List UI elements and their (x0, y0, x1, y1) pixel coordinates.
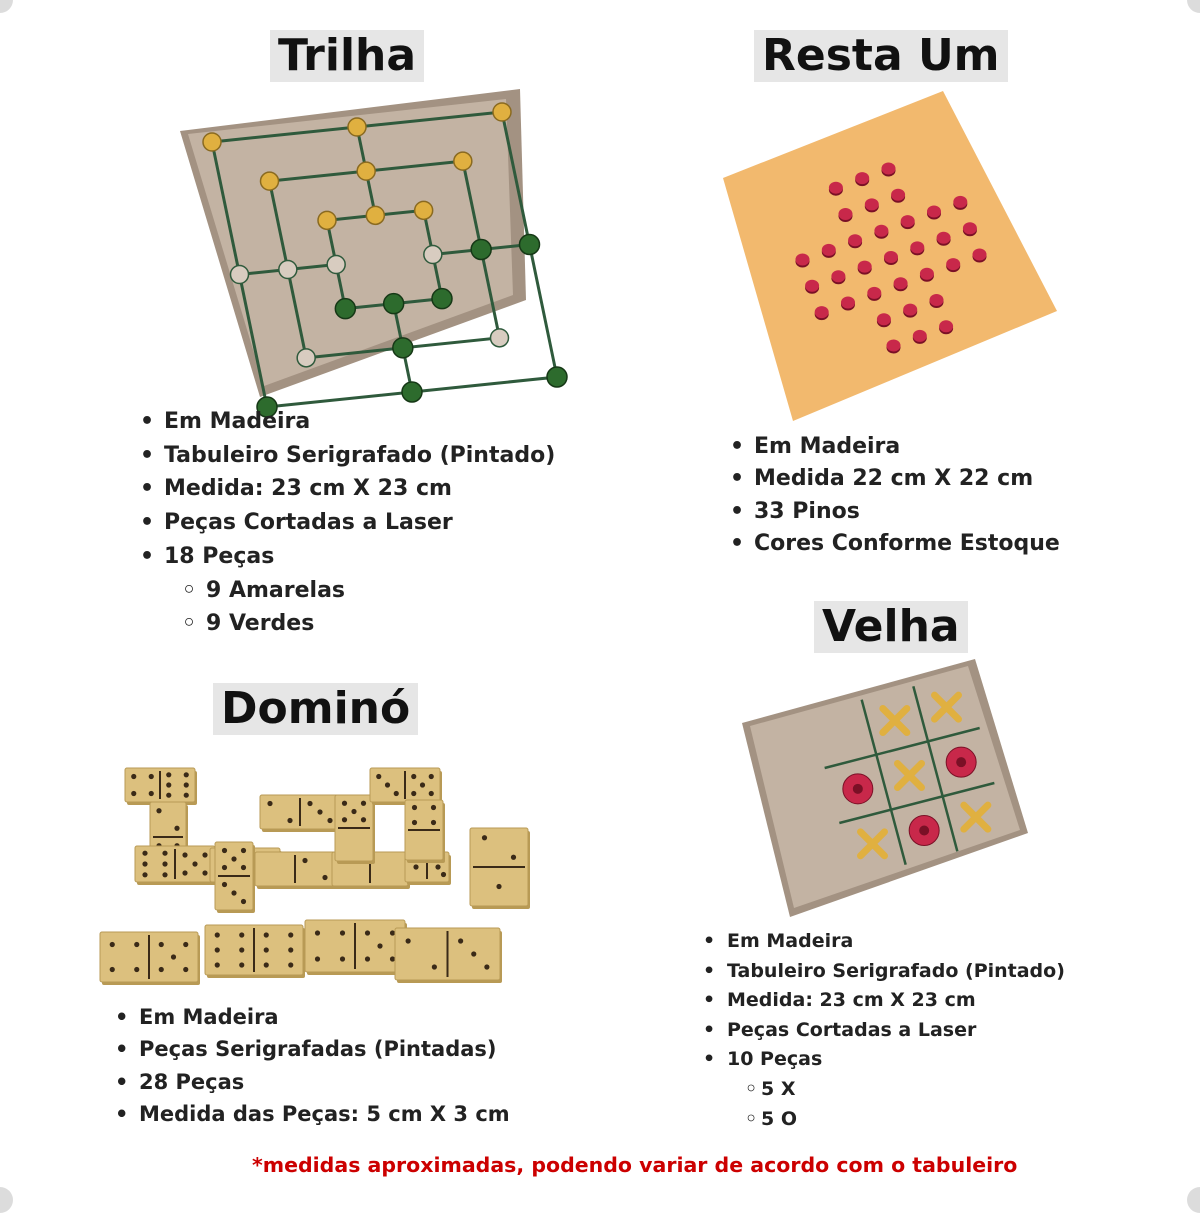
pip (441, 872, 446, 877)
feature-item: • Medida 22 cm X 22 cm (730, 463, 1060, 495)
empty-spot (424, 246, 442, 264)
red-peg (963, 222, 977, 234)
pip (134, 967, 139, 972)
velha-title: Velha (814, 601, 968, 653)
pip (215, 947, 220, 952)
velha-board-image (740, 655, 1040, 925)
pip (159, 942, 164, 947)
green-piece (393, 338, 413, 358)
domino-tile (255, 852, 337, 889)
red-peg (894, 277, 908, 289)
pip (471, 951, 476, 956)
pip (156, 808, 161, 813)
pip (215, 932, 220, 937)
yellow-piece (318, 211, 336, 229)
pip (412, 820, 417, 825)
pip (182, 870, 187, 875)
pip (267, 801, 272, 806)
feature-item: • 18 Peças (140, 540, 555, 574)
pip (482, 835, 487, 840)
pip (142, 872, 147, 877)
feature-item: • Peças Cortadas a Laser (140, 506, 555, 540)
domino-feature-list (115, 1001, 510, 1130)
trilha-board-image (170, 84, 530, 404)
pip (142, 861, 147, 866)
domino-tile (395, 928, 502, 983)
pip (222, 848, 227, 853)
pip (411, 791, 416, 796)
feature-item: • Peças Cortadas a Laser (703, 1016, 1065, 1046)
pip (142, 851, 147, 856)
pip (202, 852, 207, 857)
red-peg (881, 162, 895, 174)
domino-tile (135, 846, 217, 885)
pip (377, 943, 382, 948)
trilha-title: Trilha (270, 30, 424, 82)
red-peg (795, 254, 809, 266)
resta-um-title: Resta Um (754, 30, 1008, 82)
pip (429, 774, 434, 779)
feature-item: • 28 Peças (115, 1066, 510, 1098)
empty-spot (491, 329, 509, 347)
red-peg (973, 248, 987, 260)
pip (241, 865, 246, 870)
pip (184, 793, 189, 798)
pip (239, 947, 244, 952)
pip (162, 861, 167, 866)
domino-tile (405, 800, 445, 863)
o-piece-hole (956, 757, 966, 767)
yellow-piece (203, 133, 221, 151)
red-peg (858, 261, 872, 273)
domino-image (95, 760, 545, 1000)
red-peg (891, 189, 905, 201)
pip (241, 899, 246, 904)
pip (159, 967, 164, 972)
pip (322, 875, 327, 880)
resta-um-board-image (715, 85, 1075, 425)
pip (174, 826, 179, 831)
pip (390, 930, 395, 935)
domino-tile (305, 920, 407, 975)
pip (431, 820, 436, 825)
red-peg (841, 297, 855, 309)
pip (340, 956, 345, 961)
pip (327, 818, 332, 823)
sub-feature-item: ◦ 9 Amarelas (140, 574, 555, 608)
feature-item: • 10 Peças (703, 1045, 1065, 1075)
pip (361, 817, 366, 822)
pip (288, 962, 293, 967)
red-peg (877, 313, 891, 325)
red-peg (953, 196, 967, 208)
sub-feature-item: ◦ 9 Verdes (140, 607, 555, 641)
empty-spot (297, 349, 315, 367)
pip (390, 956, 395, 961)
pip (317, 809, 322, 814)
pip (413, 864, 418, 869)
feature-item: • Peças Serigrafadas (Pintadas) (115, 1033, 510, 1065)
pip (264, 962, 269, 967)
pip (287, 818, 292, 823)
pip (412, 805, 417, 810)
yellow-piece (493, 103, 511, 121)
pip (302, 858, 307, 863)
feature-item: • Em Madeira (115, 1001, 510, 1033)
footnote: *medidas aproximadas, podendo variar de acordo com o tabuleiro (252, 1153, 1018, 1177)
yellow-piece (261, 172, 279, 190)
domino-tile (100, 932, 200, 985)
empty-spot (327, 256, 345, 274)
red-peg (829, 182, 843, 194)
red-peg (838, 208, 852, 220)
feature-item: • Em Madeira (730, 431, 1060, 463)
pip (429, 791, 434, 796)
sub-feature-item: ◦ 5 X (703, 1075, 1065, 1105)
feature-item: • Em Madeira (140, 405, 555, 439)
red-peg (805, 280, 819, 292)
feature-item: • Tabuleiro Serigrafado (Pintado) (703, 957, 1065, 987)
pip (183, 942, 188, 947)
pip (166, 782, 171, 787)
pip (202, 870, 207, 875)
feature-item: • Cores Conforme Estoque (730, 528, 1060, 560)
empty-spot (279, 261, 297, 279)
velha-feature-list (703, 927, 1065, 1134)
trilha-feature-list (140, 405, 555, 641)
pip (241, 848, 246, 853)
pip (239, 962, 244, 967)
o-piece-hole (919, 826, 929, 836)
red-peg (937, 232, 951, 244)
pip (264, 932, 269, 937)
pip (315, 930, 320, 935)
domino-tile (260, 795, 342, 832)
corner-decoration (0, 0, 13, 13)
yellow-piece (357, 162, 375, 180)
pip (110, 967, 115, 972)
yellow-piece (454, 152, 472, 170)
pip (315, 956, 320, 961)
pip (340, 930, 345, 935)
red-peg (887, 340, 901, 352)
pip (222, 882, 227, 887)
pip (222, 865, 227, 870)
red-peg (901, 215, 915, 227)
pip (484, 964, 489, 969)
red-peg (815, 306, 829, 318)
green-piece (335, 299, 355, 319)
pip (351, 809, 356, 814)
red-peg (910, 241, 924, 253)
pip (342, 817, 347, 822)
green-piece (384, 294, 404, 314)
feature-item: • Medida: 23 cm X 23 cm (703, 986, 1065, 1016)
yellow-piece (415, 201, 433, 219)
yellow-piece (348, 118, 366, 136)
corner-decoration (1187, 1187, 1200, 1213)
pip (458, 938, 463, 943)
red-peg (913, 330, 927, 342)
domino-tile (370, 768, 442, 805)
red-peg (848, 234, 862, 246)
pip (171, 954, 176, 959)
corner-decoration (1187, 0, 1200, 13)
pip (342, 801, 347, 806)
red-peg (831, 270, 845, 282)
red-peg (855, 172, 869, 184)
red-peg (903, 304, 917, 316)
sub-feature-item: ◦ 5 O (703, 1105, 1065, 1135)
pip (420, 782, 425, 787)
pip (385, 782, 390, 787)
pip (231, 890, 236, 895)
empty-spot (231, 266, 249, 284)
red-peg (939, 320, 953, 332)
pip (162, 872, 167, 877)
green-piece (547, 367, 567, 387)
pip (182, 852, 187, 857)
domino-tile (335, 795, 375, 864)
pip (394, 791, 399, 796)
green-piece (520, 235, 540, 255)
red-peg (867, 287, 881, 299)
pip (184, 782, 189, 787)
pip (183, 967, 188, 972)
pip (184, 772, 189, 777)
red-peg (930, 294, 944, 306)
red-peg (927, 205, 941, 217)
pip (149, 791, 154, 796)
pip (192, 861, 197, 866)
pip (231, 856, 236, 861)
pip (496, 884, 501, 889)
pip (435, 864, 440, 869)
pip (131, 774, 136, 779)
pip (166, 772, 171, 777)
pip (264, 947, 269, 952)
red-peg (946, 258, 960, 270)
feature-item: • Medida: 23 cm X 23 cm (140, 472, 555, 506)
pip (365, 930, 370, 935)
domino-tile (470, 828, 530, 909)
feature-item: • Tabuleiro Serigrafado (Pintado) (140, 439, 555, 473)
pip (134, 942, 139, 947)
red-peg (920, 268, 934, 280)
red-peg (865, 198, 879, 210)
feature-item: • Em Madeira (703, 927, 1065, 957)
feature-item: • Medida das Peças: 5 cm X 3 cm (115, 1098, 510, 1130)
resta-um-feature-list (730, 431, 1060, 560)
yellow-piece (366, 206, 384, 224)
domino-title: Dominó (213, 683, 418, 735)
pip (361, 801, 366, 806)
green-piece (471, 240, 491, 260)
pip (288, 947, 293, 952)
pip (215, 962, 220, 967)
domino-tile (215, 842, 255, 913)
pip (166, 793, 171, 798)
pip (307, 801, 312, 806)
domino-tile (125, 768, 197, 805)
green-piece (432, 289, 452, 309)
red-peg (884, 251, 898, 263)
pip (511, 855, 516, 860)
pip (239, 932, 244, 937)
red-peg (874, 225, 888, 237)
pip (162, 851, 167, 856)
pip (406, 938, 411, 943)
o-piece-hole (853, 784, 863, 794)
pip (288, 932, 293, 937)
feature-item: • 33 Pinos (730, 496, 1060, 528)
pip (411, 774, 416, 779)
green-piece (402, 382, 422, 402)
pip (110, 942, 115, 947)
pip (149, 774, 154, 779)
corner-decoration (0, 1187, 13, 1213)
domino-tile (205, 925, 305, 978)
pip (131, 791, 136, 796)
red-peg (822, 244, 836, 256)
pip (432, 964, 437, 969)
pip (376, 774, 381, 779)
pip (365, 956, 370, 961)
pip (431, 805, 436, 810)
